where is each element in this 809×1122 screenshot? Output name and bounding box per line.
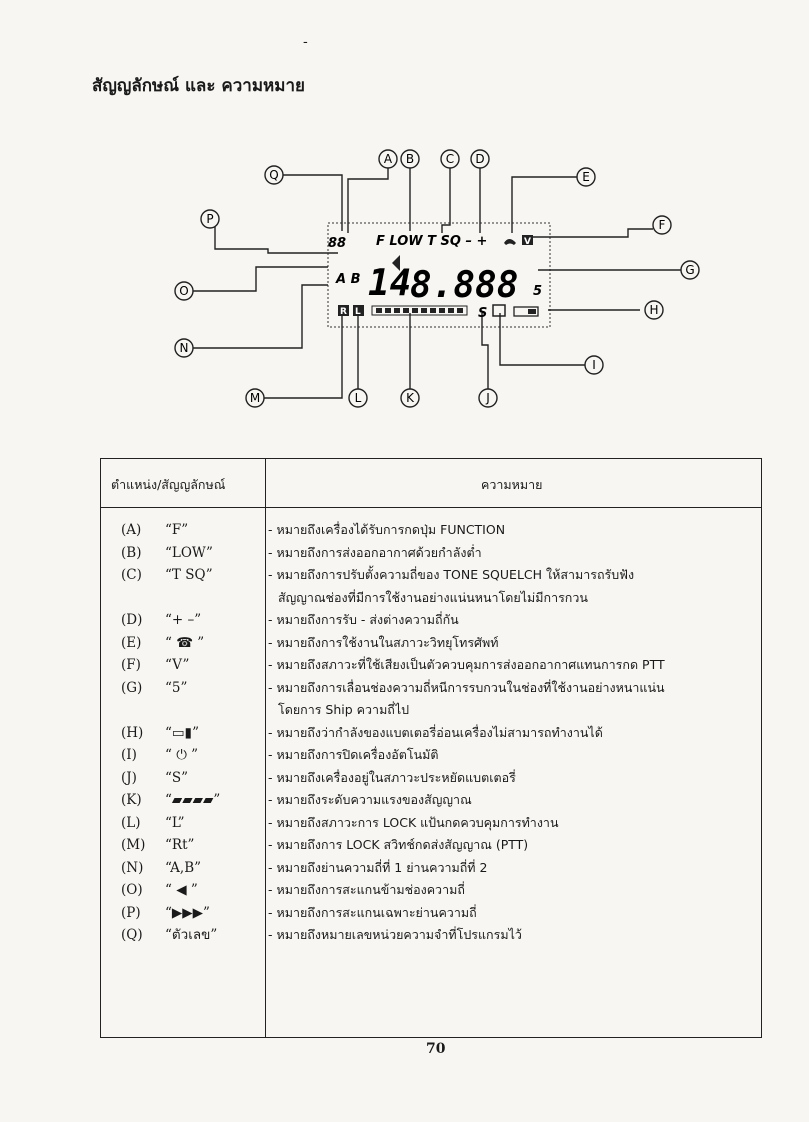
row-meaning-line: - หมายถึงสภาวะที่ใช้เสียงเป็นตัวควบคุมการส่งออกอากาศแทนการกด PTT <box>268 657 665 672</box>
row-position: (O) <box>121 882 143 898</box>
row-position: (B) <box>121 544 142 561</box>
r-lock-label: R <box>340 307 347 317</box>
memory-channel-digits: 88 <box>328 236 347 251</box>
signal-meter-bars <box>376 308 463 313</box>
row-symbol <box>101 564 265 609</box>
row-symbol-text: “ ☎ ” <box>165 634 205 651</box>
row-position: (G) <box>121 679 143 696</box>
row-meaning <box>265 722 603 745</box>
table-header <box>101 459 761 508</box>
table-row <box>101 789 761 812</box>
shift-5-indicator: 5 <box>533 284 543 299</box>
frequency-prefix: 14 <box>368 263 412 304</box>
row-meaning-line: - หมายถึงเครื่องอยู่ในสภาวะประหยัดแบตเตอรี่ <box>268 769 516 785</box>
row-meaning-line-2: โดยการ Ship ความถี่ไป <box>278 702 410 717</box>
callout-j: J <box>486 391 490 405</box>
table-row <box>101 902 761 925</box>
row-meaning <box>265 924 522 947</box>
callout-q: Q <box>269 168 279 182</box>
row-symbol-text: “Rt” <box>165 837 195 853</box>
row-symbol-text: “LOW” <box>165 544 213 561</box>
row-meaning-line: - หมายถึงการใช้งานในสภาวะวิทยุโทรศัพท์ <box>268 634 499 650</box>
callout-f: F <box>658 218 666 232</box>
table-row <box>101 767 761 790</box>
row-symbol-text: “ตัวเลข” <box>165 927 218 943</box>
row-meaning <box>265 542 482 565</box>
row-position: (L) <box>121 814 141 831</box>
row-meaning <box>265 654 665 677</box>
row-meaning-line: - หมายถึงหมายเลขหน่วยความจำที่โปรแกรมไว้ <box>268 927 522 942</box>
row-meaning <box>265 902 477 925</box>
row-meaning-line: - หมายถึงสภาวะการ LOCK แป้นกดควบคุมการทำงาน <box>268 814 559 830</box>
symbol-table <box>100 458 762 1038</box>
callout-a: A <box>383 152 393 166</box>
row-symbol <box>101 902 265 925</box>
table-row <box>101 609 761 632</box>
callout-g: G <box>685 263 695 277</box>
table-row <box>101 519 761 542</box>
row-meaning-line: - หมายถึงว่ากำลังของแบตเตอรี่อ่อนเครื่องไม่สามารถทำงานได้ <box>268 724 603 740</box>
page-number: 70 <box>426 1041 446 1057</box>
row-symbol-text: “▶▶▶” <box>165 904 210 921</box>
row-meaning <box>265 767 516 790</box>
row-position: (P) <box>121 904 141 921</box>
row-symbol-text: “L” <box>165 814 185 831</box>
row-position: (H) <box>121 724 144 741</box>
row-position: (F) <box>121 657 141 673</box>
callout-e: E <box>582 170 590 184</box>
battery-fill <box>528 309 536 314</box>
row-meaning <box>265 879 465 902</box>
table-row <box>101 924 761 947</box>
row-position: (A) <box>121 522 142 538</box>
row-meaning <box>265 632 498 655</box>
row-symbol-text: “ ⏻ ” <box>165 747 199 763</box>
callout-l: L <box>354 391 362 405</box>
row-symbol <box>101 789 265 812</box>
row-symbol <box>101 519 265 542</box>
table-row <box>101 654 761 677</box>
row-meaning <box>265 609 459 632</box>
callout-h: H <box>649 303 659 317</box>
row-position: (K) <box>121 792 142 808</box>
table-row <box>101 542 761 565</box>
table-body <box>101 519 761 947</box>
row-symbol-text: “▰▰▰▰” <box>165 792 221 808</box>
row-symbol <box>101 924 265 947</box>
row-symbol-text: “V” <box>165 657 190 673</box>
row-symbol-text: “S” <box>165 769 189 786</box>
row-meaning-line: - หมายถึงการปรับตั้งความถี่ของ TONE SQUELCH ให้สามารถรับฟัง <box>268 567 635 582</box>
row-symbol-text: “T SQ” <box>165 567 213 583</box>
table-row <box>101 564 761 609</box>
callout-m: M <box>249 391 261 405</box>
callout-i: I <box>592 358 596 372</box>
callout-c: C <box>445 152 455 166</box>
row-meaning-line: - หมายถึงการรับ - ส่งต่างความถี่กัน <box>268 612 459 627</box>
row-symbol-text: “F” <box>165 522 189 538</box>
row-meaning <box>265 564 634 609</box>
row-meaning-line: - หมายถึงการปิดเครื่องอัตโนมัติ <box>268 747 439 762</box>
telephone-icon <box>504 239 516 245</box>
table-row <box>101 722 761 745</box>
row-meaning <box>265 857 487 880</box>
l-lock-label: L <box>355 307 361 317</box>
header-meaning: ความหมาย <box>481 477 543 492</box>
row-meaning-line: - หมายถึงการสะแกนข้ามช่องความถี่ <box>268 882 465 897</box>
row-meaning-line-2: สัญญาณช่องที่มีการใช้งานอย่างแน่นหนาโดยไม่มีการกวน <box>278 589 588 605</box>
callout-p: P <box>206 212 214 226</box>
row-symbol <box>101 812 265 835</box>
row-position: (D) <box>121 612 143 628</box>
band-ab-label: A B <box>336 272 361 287</box>
row-meaning-line: - หมายถึงการสะแกนเฉพาะย่านความถี่ <box>268 904 477 920</box>
row-symbol <box>101 654 265 677</box>
row-position: (I) <box>121 747 137 763</box>
row-meaning-line: - หมายถึงการเลื่อนช่องความถี่หนีการรบกวนในช่องที่ใช้งานอย่างหนาแน่น <box>268 679 665 695</box>
row-symbol-text: “ ◀ ” <box>165 882 198 898</box>
lcd-diagram <box>160 145 700 420</box>
row-meaning <box>265 677 665 722</box>
row-meaning <box>265 812 559 835</box>
table-row <box>101 812 761 835</box>
row-meaning-line: - หมายถึงเครื่องได้รับการกดปุ่ม FUNCTION <box>268 522 506 537</box>
row-symbol <box>101 609 265 632</box>
callout-n: N <box>179 341 189 355</box>
row-symbol <box>101 722 265 745</box>
row-meaning <box>265 834 528 857</box>
row-meaning <box>265 519 505 542</box>
page-mark: - <box>303 34 308 50</box>
row-symbol <box>101 879 265 902</box>
row-meaning-line: - หมายถึงระดับความแรงของสัญญาณ <box>268 792 472 807</box>
row-symbol <box>101 834 265 857</box>
table-row <box>101 744 761 767</box>
table-row <box>101 632 761 655</box>
row-symbol-text: “▭▮” <box>165 724 199 741</box>
auto-power-off-icon <box>493 305 505 316</box>
row-symbol-text: “5” <box>165 679 188 696</box>
row-position: (J) <box>121 769 137 786</box>
row-meaning <box>265 789 472 812</box>
row-meaning-line: - หมายถึงการ LOCK สวิทช์กดส่งสัญญาณ (PTT) <box>268 837 529 852</box>
row-symbol-text: “+ –” <box>165 612 202 628</box>
row-position: (N) <box>121 859 144 876</box>
table-row <box>101 834 761 857</box>
row-symbol-text: “A,B” <box>165 859 202 876</box>
table-row <box>101 677 761 722</box>
row-position: (C) <box>121 567 142 583</box>
row-meaning <box>265 744 439 767</box>
header-position: ตำแหน่ง/สัญญลักษณ์ <box>111 477 226 492</box>
row-symbol <box>101 744 265 767</box>
row-symbol <box>101 677 265 722</box>
row-symbol <box>101 767 265 790</box>
row-symbol <box>101 542 265 565</box>
row-meaning-line: - หมายถึงการส่งออกอากาศด้วยกำลังต่ำ <box>268 544 482 560</box>
vox-v-label: V <box>524 237 531 247</box>
callout-b: B <box>405 152 415 166</box>
table-row <box>101 879 761 902</box>
frequency-digits: 8.888 <box>410 265 519 306</box>
row-meaning-line: - หมายถึงย่านความถี่ที่ 1 ย่านความถี่ที่ 2 <box>268 859 488 875</box>
page-heading: สัญญลักษณ์ และ ความหมาย <box>92 76 305 96</box>
table-row <box>101 857 761 880</box>
row-position: (M) <box>121 837 146 853</box>
indicator-row: F LOW T SQ – + <box>376 234 488 249</box>
row-symbol <box>101 632 265 655</box>
callout-d: D <box>475 152 485 166</box>
row-position: (E) <box>121 634 142 651</box>
callout-o: O <box>179 284 189 298</box>
battery-save-s: S <box>478 306 488 321</box>
row-position: (Q) <box>121 927 143 943</box>
callout-k: K <box>406 391 414 405</box>
row-symbol <box>101 857 265 880</box>
